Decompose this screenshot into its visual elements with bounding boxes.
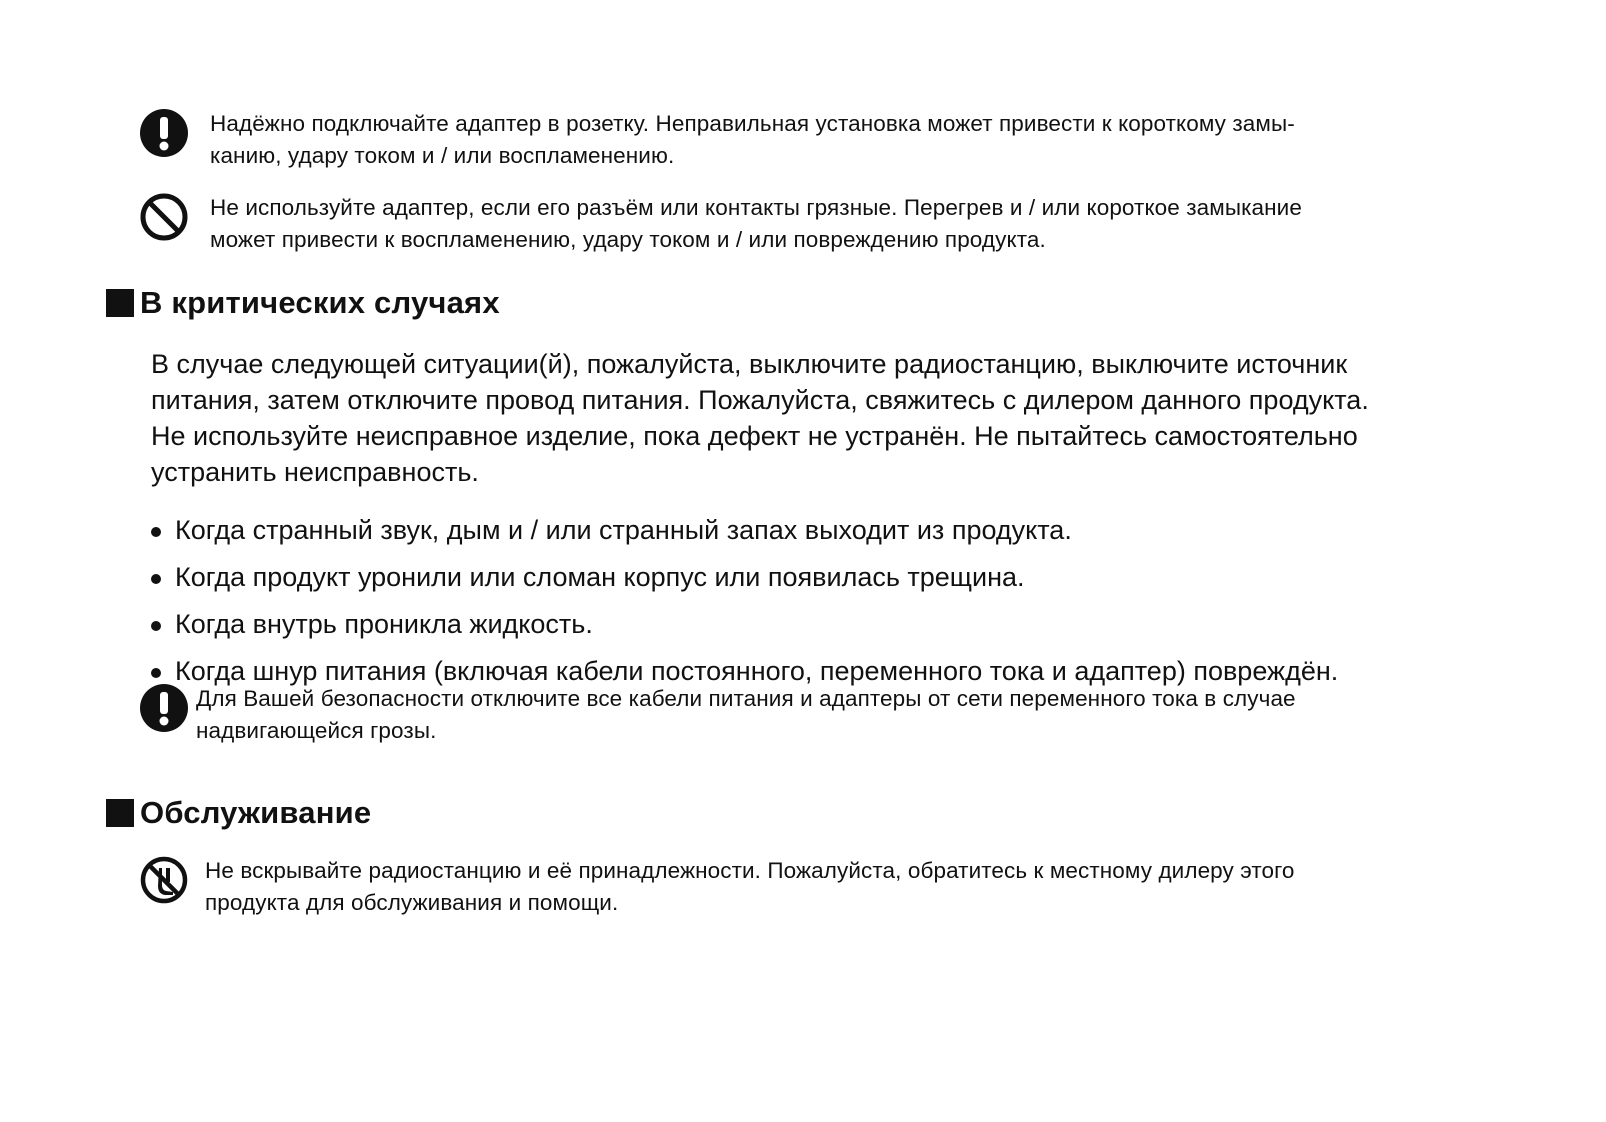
list-item-text: Когда продукт уронили или сломан корпус или появилась трещина. [175, 562, 1025, 592]
notice-text [210, 192, 1302, 256]
exclamation-icon [139, 108, 189, 158]
section-heading-text: Обслуживание [140, 795, 372, 830]
prohibited-icon [139, 192, 189, 242]
notice-text [196, 683, 1296, 747]
section-heading-text: В критических случаях [140, 285, 500, 320]
notice-line: надвигающейся грозы. [196, 718, 437, 743]
critical-paragraph [151, 346, 1369, 490]
notice-line: может привести к воспламенению, удару током и / или повреждению продукта. [210, 227, 1046, 252]
paragraph-line: В случае следующей ситуации(й), пожалуйста, выключите радиостанцию, выключите источник [151, 349, 1348, 379]
critical-bullet-list [151, 512, 1338, 700]
no-disassembly-icon [139, 855, 189, 905]
notice-text [210, 108, 1295, 172]
section-heading-critical [106, 285, 500, 321]
bullet-icon [151, 621, 161, 631]
paragraph-line: Не используйте неисправное изделие, пока дефект не устранён. Не пытайтесь самостоятельно [151, 421, 1358, 451]
list-item [151, 606, 1338, 653]
section-heading-maintenance [106, 795, 371, 831]
notice-line: Не вскрывайте радиостанцию и её принадлежности. Пожалуйста, обратитесь к местному дилеру этого [205, 858, 1295, 883]
notice-line: канию, удару током и / или воспламенению. [210, 143, 675, 168]
notice-text [205, 855, 1295, 919]
bullet-icon [151, 574, 161, 584]
paragraph-line: питания, затем отключите провод питания. Пожалуйста, свяжитесь с дилером данного продукта. [151, 385, 1369, 415]
heading-marker-square [106, 289, 134, 317]
exclamation-icon [139, 683, 189, 733]
bullet-icon [151, 527, 161, 537]
heading-marker-square [106, 799, 134, 827]
list-item [151, 512, 1338, 559]
list-item-text: Когда странный звук, дым и / или странный запах выходит из продукта. [175, 515, 1072, 545]
bullet-icon [151, 668, 161, 678]
list-item-text: Когда шнур питания (включая кабели постоянного, переменного тока и адаптер) повреждён. [175, 656, 1339, 686]
notice-line: Надёжно подключайте адаптер в розетку. Неправильная установка может привести к короткому замы- [210, 111, 1295, 136]
notice-line: Не используйте адаптер, если его разъём или контакты грязные. Перегрев и / или короткое замыкание [210, 195, 1302, 220]
notice-line: продукта для обслуживания и помощи. [205, 890, 619, 915]
list-item [151, 559, 1338, 606]
notice-line: Для Вашей безопасности отключите все кабели питания и адаптеры от сети переменного тока в случае [196, 686, 1296, 711]
list-item-text: Когда внутрь проникла жидкость. [175, 609, 593, 639]
paragraph-line: устранить неисправность. [151, 457, 479, 487]
